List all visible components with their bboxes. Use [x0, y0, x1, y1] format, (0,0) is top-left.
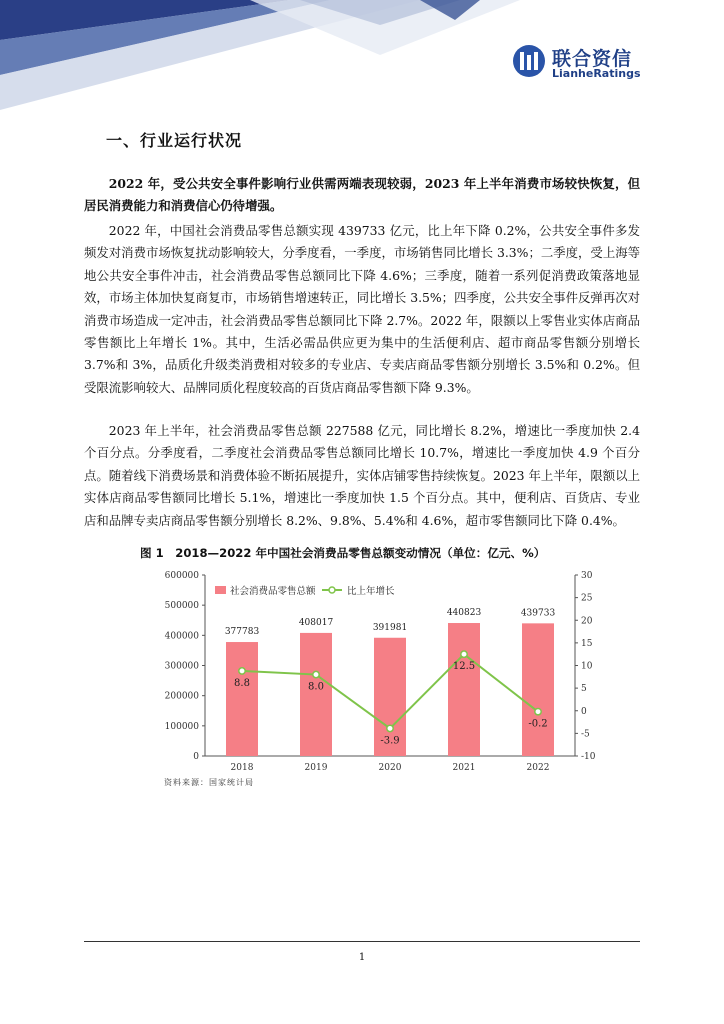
growth-point	[313, 671, 319, 677]
brand-name-cn: 联合资信	[552, 48, 633, 70]
left-tick-label: 600000	[164, 571, 199, 581]
figure-caption: 图 1 2018—2022 年中国社会消费品零售总额变动情况（单位：亿元、%）	[140, 546, 546, 560]
bar	[448, 623, 480, 756]
legend-line-label: 比上年增长	[347, 586, 395, 597]
legend-line-marker	[329, 587, 335, 593]
body-paragraph: 2023 年上半年，社会消费品零售总额 227588 亿元，同比增长 8.2%，增速比一季度加快 2.4 个百分点。分季度看，二季度社会消费品零售总额同比增长 10.7%，增速比一季度加快 4.9 个百分点。随着线下消费场景和消费体验不断拓展提升，实体店铺零售持续恢复。2023 年上半年，限额以上实体店商品零售额同比增长 5.1%，增速比一季度加快 1.5 个百分点。其中，便利店、百货店、专业店和品牌专卖店商品零售额分别增长 8.2%、9.8%、5.4%和 4.6%，超市零售额同比下降 0.4%。	[84, 423, 640, 528]
brand-name-en: LianheRatings	[552, 67, 641, 80]
growth-label: 12.5	[452, 661, 476, 673]
page-number: 1	[358, 952, 366, 963]
left-tick-label: 400000	[164, 631, 199, 642]
growth-label: 8.8	[234, 677, 250, 689]
right-tick-label: 5	[581, 684, 587, 695]
x-tick-label: 2022	[526, 763, 550, 773]
bar-label: 391981	[372, 622, 408, 633]
left-tick-label: 300000	[164, 661, 199, 672]
left-tick-label: 200000	[164, 691, 199, 702]
legend-bar-swatch	[215, 586, 226, 594]
left-tick-label: 500000	[164, 601, 199, 612]
growth-point	[387, 725, 393, 731]
logo-mark-icon	[512, 44, 546, 78]
bar	[522, 623, 554, 756]
right-tick-label: 25	[581, 593, 593, 604]
x-tick-label: 2020	[378, 763, 402, 773]
growth-label: -3.9	[380, 735, 400, 747]
bar-label: 408017	[298, 617, 334, 628]
growth-point	[535, 708, 541, 714]
brand-logo	[512, 44, 642, 84]
bar	[300, 633, 332, 756]
growth-label: 8.0	[308, 681, 324, 693]
retail-sales-chart	[150, 566, 596, 773]
lead-paragraph: 2022 年，受公共安全事件影响行业供需两端表现较弱，2023 年上半年消费市场较快恢复，但居民消费能力和消费信心仍待增强。	[84, 176, 640, 214]
bar-label: 439733	[520, 608, 556, 619]
right-tick-label: -5	[581, 729, 590, 740]
bar-label: 440823	[446, 608, 482, 619]
left-tick-label: 0	[193, 752, 199, 762]
bar-label: 377783	[224, 627, 260, 638]
right-tick-label: 20	[581, 616, 593, 627]
x-tick-label: 2019	[304, 763, 328, 773]
right-tick-label: 15	[581, 638, 593, 649]
legend-bar-label: 社会消费品零售总额	[230, 586, 316, 597]
growth-label: -0.2	[528, 718, 548, 730]
growth-point	[461, 651, 467, 657]
x-tick-label: 2021	[452, 763, 476, 773]
growth-point	[239, 668, 245, 674]
right-tick-label: 10	[581, 661, 593, 672]
left-tick-label: 100000	[164, 721, 199, 732]
section-title: 一、行业运行状况	[106, 131, 243, 150]
x-tick-label: 2018	[230, 763, 254, 773]
bar	[226, 642, 258, 756]
right-tick-label: 30	[581, 571, 593, 581]
figure-source: 资料来源：国家统计局	[164, 778, 254, 787]
body-paragraph: 2022 年，中国社会消费品零售总额实现 439733 亿元，比上年下降 0.2%，公共安全事件多发频发对消费市场恢复扰动影响较大，分季度看，一季度，市场销售同比增长 3.3%；二季度，受上海等地公共安全事件冲击，社会消费品零售总额同比下降 4.6%；三季度，随着一系列促消费政策落地显效，市场主体加快复商复市，市场销售增速转正，同比增长 3.5%；四季度，公共安全事件反弹再次对消费市场造成一定冲击，社会消费品零售总额同比下降 2.7%。2022 年，限额以上零售业实体店商品零售额比上年增长 1%。其中，生活必需品供应更为集中的生活便利店、超市商品零售额分别增长 3.7%和 3%，品质化升级类消费相对较多的专业店、专卖店商品零售额分别增长 3.5%和 0.2%。但受限流影响较大、品牌同质化程度较高的百货店商品零售额下降 9.3%。	[84, 223, 640, 395]
right-tick-label: 0	[581, 706, 587, 717]
footer-rule	[84, 941, 640, 942]
right-tick-label: -10	[581, 752, 596, 762]
